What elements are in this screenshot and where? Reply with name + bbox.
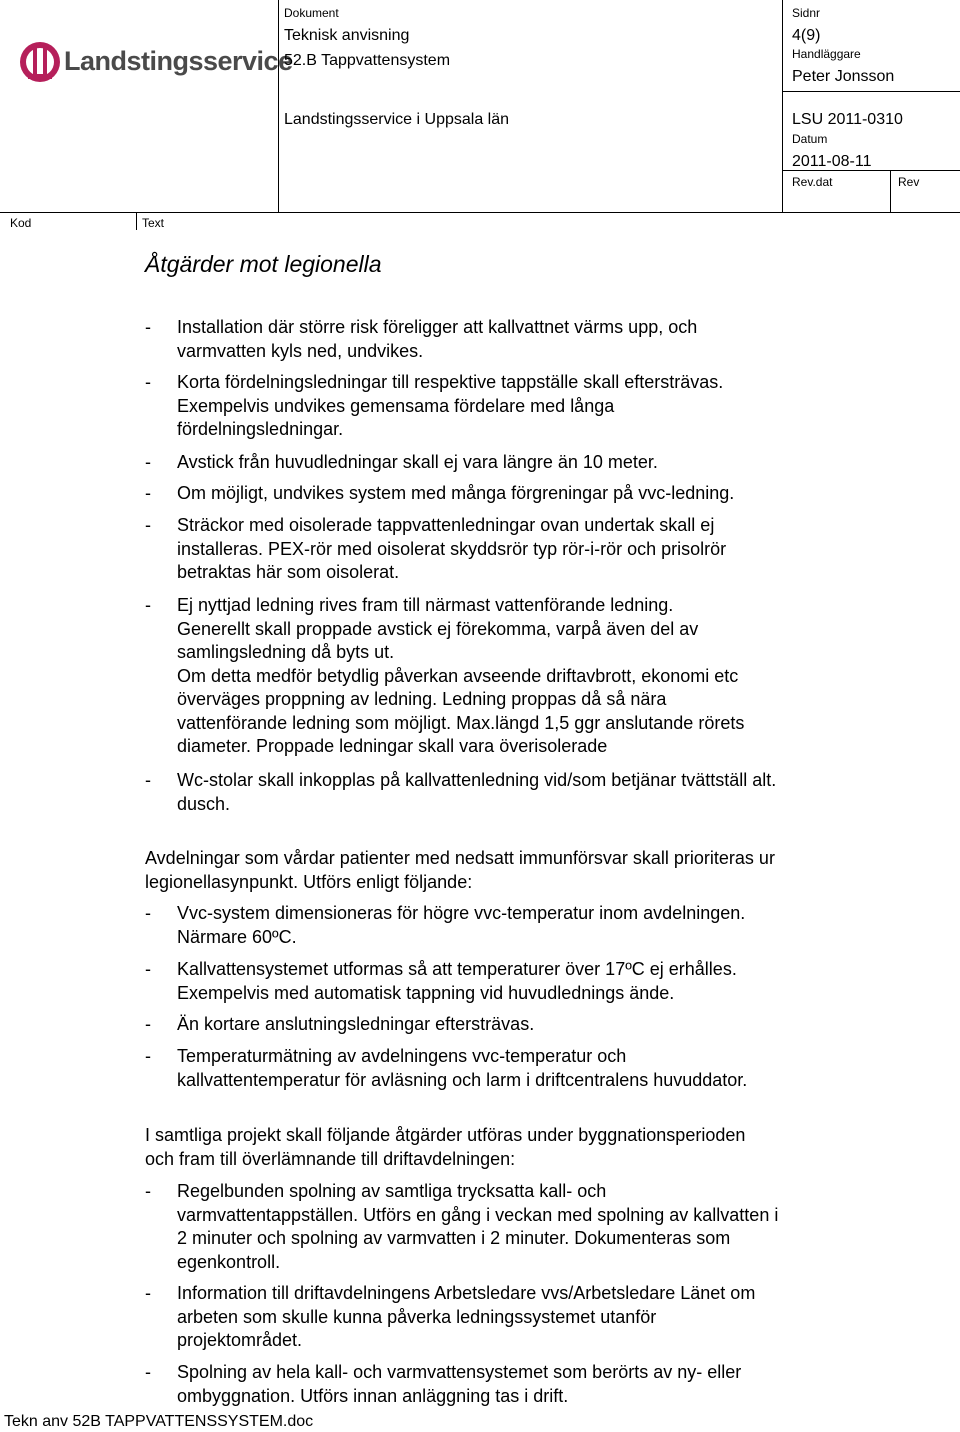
landstingsservice-logo [14,38,293,86]
dash-bullet: - [145,595,151,615]
list-item-line: varmvatten kyls ned, undvikes. [177,340,424,361]
list-item-line: Temperaturmätning av avdelningens vvc-temperatur och [177,1046,627,1066]
paragraph-line: legionellasynpunkt. Utförs enligt följande: [145,871,473,892]
list-item-line: Installation där större risk föreligger att kallvattnet värms upp, och [177,317,698,337]
paragraph-line: I samtliga projekt skall följande åtgärder utföras under byggnationsperioden [145,1125,746,1145]
rev-label: Rev [898,175,920,189]
list-item-line: samlingsledning då byts ut. [177,642,395,662]
list-item-line: kallvattentemperatur för avläsning och larm i driftcentralens huvuddator. [177,1069,748,1090]
dokument-line-1: Teknisk anvisning [284,27,410,44]
list-item-line: överväges proppning av ledning. Ledning proppas då så nära [177,689,667,709]
list-item-line: Avstick från huvudledningar skall ej vara längre än 10 meter. [177,452,658,472]
paragraph-immunforsvar [145,847,885,894]
list-item-line: Information till driftavdelningens Arbetsledare vvs/Arbetsledare Länet om [177,1283,756,1303]
dash-bullet: - [145,372,151,392]
dash-bullet: - [145,1014,151,1034]
datum-label: Datum [792,132,828,146]
list-item-line: diameter. Proppade ledningar skall vara överisolerade [177,736,608,756]
dnr-value: LSU 2011-0310 [792,111,903,128]
dokument-label: Dokument [284,6,339,20]
dash-bullet: - [145,1283,151,1303]
footer-filename: Tekn anv 52B TAPPVATTENSSYSTEM.doc [4,1413,314,1430]
sidnr-label: Sidnr [792,6,821,20]
list-item-line: egenkontroll. [177,1251,281,1272]
text-label: Text [142,216,165,230]
dash-bullet: - [145,1046,151,1066]
paragraph-byggnationsperiod [145,1124,885,1171]
list-item-line: Spolning av hela kall- och varmvattensystemet som berörts av ny- eller [177,1362,742,1382]
list-item-line: Om detta medför betydlig påverkan avseende driftavbrott, ekonomi etc [177,665,739,686]
list-item-line: Korta fördelningsledningar till respektive tappställe skall eftersträvas. [177,372,724,392]
paragraph-line: och fram till överlämnande till driftavdelningen: [145,1148,516,1169]
list-item-line: fördelningsledningar. [177,419,344,439]
list-item-line: Än kortare anslutningsledningar eftersträvas. [177,1014,535,1034]
sidnr-value: 4(9) [792,27,821,44]
dash-bullet: - [145,1362,151,1382]
dash-bullet: - [145,483,151,503]
paragraph-line: Avdelningar som vårdar patienter med nedsatt immunförsvar skall prioriteras ur [145,848,775,868]
list-item-line: projektområdet. [177,1330,303,1350]
handlaggare-value: Peter Jonsson [792,68,895,85]
list-item-line: varmvattentappställen. Utförs en gång i veckan med spolning av kallvatten i [177,1204,779,1225]
list-item-line: Wc-stolar skall inkopplas på kallvattenledning vid/som betjänar tvättställ alt. [177,770,777,790]
list-item-line: Exempelvis undvikes gemensama fördelare med långa [177,395,615,416]
handlaggare-label: Handläggare [792,47,861,61]
dash-bullet: - [145,959,151,979]
organization: Landstingsservice i Uppsala län [284,111,510,128]
list-item-line: Närmare 60ºC. [177,926,297,947]
list-item-line: installeras. PEX-rör med oisolerat skyddsrör typ rör-i-rör och prisolrör [177,538,727,559]
kod-label: Kod [10,216,32,230]
list-item-line: 2 minuter och spolning av varmvatten i 2 minuter. Dokumenteras som [177,1228,731,1248]
logo-text: Landstingsservice [64,46,293,76]
list-item-line: vattenförande ledning som möjligt. Max.längd 1,5 ggr anslutande rörets [177,712,745,733]
list-item-line: Kallvattensystemet utformas så att temperaturer över 17ºC ej erhålles. [177,959,737,979]
list-item-line: Regelbunden spolning av samtliga trycksatta kall- och [177,1181,607,1201]
list-item-line: betraktas här som oisolerat. [177,562,400,582]
list-item-line: Generellt skall proppade avstick ej förekomma, varpå även del av [177,618,699,639]
section-title: Åtgärder mot legionella [145,251,382,277]
list-item-line: Ej nyttjad ledning rives fram till närmast vattenförande ledning. [177,595,674,615]
list-item-line: ombyggnation. Utförs innan anläggning tas i drift. [177,1385,569,1406]
dash-bullet: - [145,452,151,472]
dash-bullet: - [145,903,151,923]
datum-value: 2011-08-11 [792,153,872,170]
dash-bullet: - [145,770,151,790]
list-item-line: Vvc-system dimensioneras för högre vvc-temperatur inom avdelningen. [177,903,746,923]
list-item-line: arbeten som skulle kunna påverka ledningssystemet utanför [177,1306,657,1327]
dash-bullet: - [145,515,151,535]
dokument-line-2: 52.B Tappvattensystem [284,52,451,69]
list-item-line: Sträckor med oisolerade tappvattenledningar ovan undertak skall ej [177,515,715,535]
dash-bullet: - [145,1181,151,1201]
list-item [145,316,885,361]
list-item-line: Om möjligt, undvikes system med många förgreningar på vvc-ledning. [177,483,735,503]
revdat-label: Rev.dat [792,175,833,189]
dash-bullet: - [145,317,151,337]
list-item-line: Exempelvis med automatisk tappning vid huvudlednings ände. [177,982,675,1003]
list-item-line: dusch. [177,793,231,814]
